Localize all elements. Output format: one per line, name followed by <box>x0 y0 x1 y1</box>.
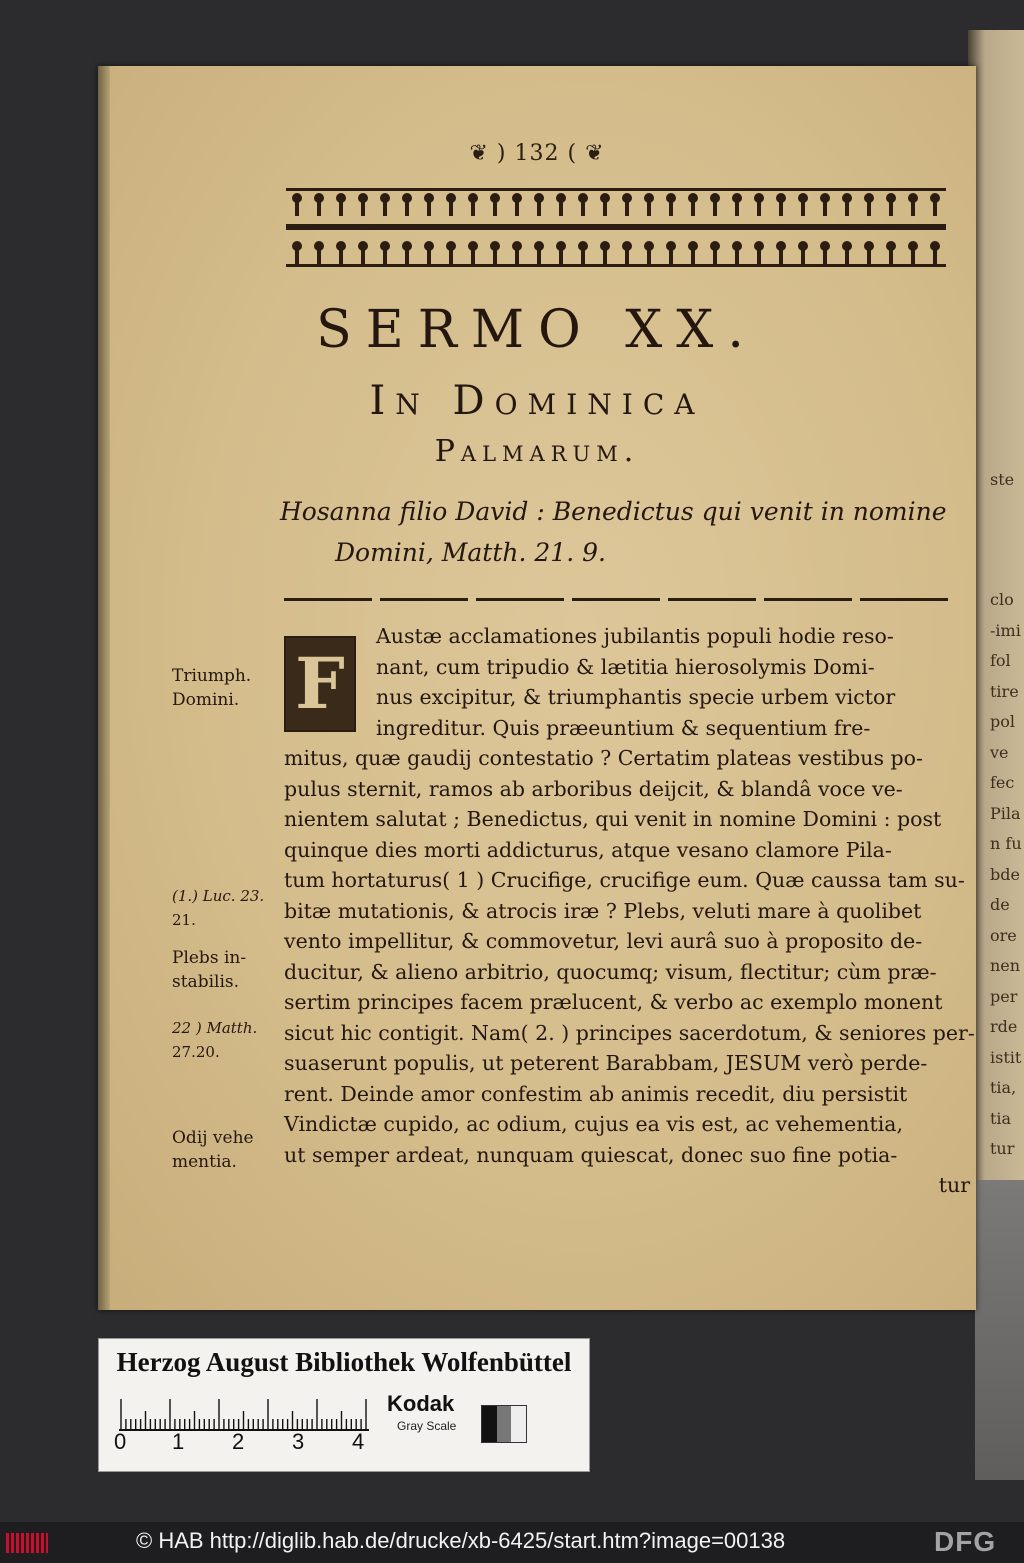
ornament-stem <box>405 250 409 264</box>
ornament-stem <box>339 250 343 264</box>
ornament-stem <box>669 250 673 264</box>
ornament-dot <box>842 241 852 251</box>
ornament-stem <box>779 250 783 264</box>
ornament-stem <box>537 250 541 264</box>
epigraph-line-1: Hosanna filio David : Benedictus qui venit in nomine <box>280 497 947 526</box>
ornament-dot <box>534 193 544 203</box>
ornament-stem <box>889 250 893 264</box>
ornament-dot <box>908 241 918 251</box>
ornament-stem <box>867 202 871 216</box>
neighbor-text-fragment: per <box>990 986 1018 1006</box>
ornament-stem <box>427 250 431 264</box>
ornament-stem <box>295 202 299 216</box>
ornament-dot <box>644 193 654 203</box>
page-number-value: 132 <box>514 141 560 166</box>
neighbor-text-fragment: -imi <box>990 620 1021 640</box>
neighbor-text-fragment: clo <box>990 590 1014 609</box>
ornament-dot <box>490 241 500 251</box>
ornament-stem <box>361 250 365 264</box>
ornament-stem <box>933 202 937 216</box>
ornament-stem <box>911 202 915 216</box>
footer-url-link[interactable]: © HAB http://diglib.hab.de/drucke/xb-6425/start.htm?image=00138 <box>136 1528 786 1553</box>
neighbor-text-fragment: bde <box>990 864 1020 884</box>
neighbor-text-fragment: de <box>990 895 1010 914</box>
body-line: sertim principes facem prælucent, & verbo ac exemplo monent <box>284 990 943 1014</box>
ornament-stem <box>845 202 849 216</box>
marginal-line: Triumph. <box>172 666 252 686</box>
ornament-stem <box>537 202 541 216</box>
ornament-dot <box>776 241 786 251</box>
ornament-stem <box>383 202 387 216</box>
marginal-line: 21. <box>172 911 196 929</box>
ornament-dot <box>490 193 500 203</box>
ornament-dot <box>600 193 610 203</box>
body-line: ut semper ardeat, nunquam quiescat, donec suo fine potia- <box>284 1142 898 1167</box>
ornament-stem <box>823 202 827 216</box>
ruler-number: 0 <box>114 1429 127 1454</box>
ruler-number: 2 <box>232 1429 245 1454</box>
ornament-dot <box>886 241 896 251</box>
ornament-stem <box>735 202 739 216</box>
neighbor-text-fragment: istit <box>990 1047 1022 1067</box>
ornament-stem <box>361 202 365 216</box>
body-line: quinque dies morti addicturus, atque vesano clamore Pila- <box>284 837 892 862</box>
ornament-dot <box>336 241 346 251</box>
ornament-dot <box>402 193 412 203</box>
body-line: vento impellitur, & commovetur, levi aurâ suo à proposito de- <box>284 929 923 953</box>
marginal-line: (1.) Luc. 23. <box>172 887 265 905</box>
neighbor-text-fragment: ve <box>990 742 1009 762</box>
page-number: ❦ ) 132 ( ❦ <box>469 141 605 166</box>
neighbor-text-fragment: pol <box>990 712 1015 731</box>
ornament-dot <box>908 193 918 203</box>
sermon-body <box>284 621 975 1201</box>
ornament-dot <box>358 241 368 251</box>
neighbor-page-shadow <box>975 1180 1024 1480</box>
ornament-dot <box>798 193 808 203</box>
ornament-dot <box>754 241 764 251</box>
ornament-stem <box>493 202 497 216</box>
marginal-line: Plebs in- <box>172 948 247 968</box>
ornament-stem <box>449 250 453 264</box>
body-line: nant, cum tripudio & lætitia hierosolymis Domi- <box>376 654 875 679</box>
ornament-stem <box>735 250 739 264</box>
ornament-stem <box>845 250 849 264</box>
ornament-dot <box>446 241 456 251</box>
ruler-number: 3 <box>292 1429 305 1454</box>
ornament-dot <box>468 193 478 203</box>
ruler-number: 4 <box>352 1429 365 1454</box>
neighbor-text-fragment: ste <box>990 470 1015 489</box>
ornament-dot <box>732 193 742 203</box>
ornament-stem <box>493 250 497 264</box>
ornament-dot <box>336 193 346 203</box>
ornament-dot <box>776 193 786 203</box>
ornament-dot <box>842 193 852 203</box>
ornament-stem <box>801 250 805 264</box>
neighbor-text-fragment: ore <box>990 925 1017 945</box>
dfg-logo: DFG <box>934 1526 997 1557</box>
ornament-dot <box>886 193 896 203</box>
body-line: sicut hic contigit. Nam( 2. ) principes sacerdotum, & seniores per- <box>284 1020 975 1045</box>
ornament-dot <box>292 241 302 251</box>
ornament-dot <box>864 241 874 251</box>
ornament-dot <box>600 241 610 251</box>
gray-scale-label: Gray Scale <box>397 1419 457 1433</box>
ornament-dot <box>556 241 566 251</box>
ornament-dot <box>710 193 720 203</box>
ornament-dot <box>710 241 720 251</box>
body-line: Austæ acclamationes jubilantis populi hodie reso- <box>376 624 894 648</box>
ornament-dot <box>358 193 368 203</box>
ornament-stem <box>757 250 761 264</box>
ornament-stem <box>691 202 695 216</box>
body-line: pulus sternit, ramos ab arboribus deijcit, & blandâ voce ve- <box>284 776 903 801</box>
ornament-stem <box>581 202 585 216</box>
neighbor-text-fragment: rde <box>990 1017 1018 1036</box>
body-line: nus excipitur, & triumphantis specie urbem victor <box>376 685 896 709</box>
ornament-stem <box>669 202 673 216</box>
ornament-stem <box>625 250 629 264</box>
neighbor-text-fragment: tia <box>990 1108 1012 1128</box>
marginal-note <box>172 1016 257 1064</box>
ornament-dot <box>512 193 522 203</box>
body-line: bitæ mutationis, & atrocis iræ ? Plebs, veluti mare à quolibet <box>284 898 922 923</box>
neighbor-text-fragment: Pila <box>990 803 1021 823</box>
kodak-logo: Kodak <box>387 1391 455 1416</box>
neighbor-text-fragment: n fu <box>990 834 1022 853</box>
body-line: Vindictæ cupido, ac odium, cujus ea vis est, ac vehementia, <box>284 1112 903 1136</box>
marginal-line: mentia. <box>172 1152 237 1172</box>
body-line: tur <box>938 1173 970 1197</box>
ornament-dot <box>820 193 830 203</box>
ornament-dot <box>820 241 830 251</box>
ruler-scale-icon <box>119 1399 369 1433</box>
neighbor-text-fragment: fec <box>990 773 1015 792</box>
ornament-stem <box>647 202 651 216</box>
ornament-stem <box>515 202 519 216</box>
ornament-dot <box>534 241 544 251</box>
ornament-stem <box>911 250 915 264</box>
ornament-stem <box>559 202 563 216</box>
neighbor-text-fragment: tur <box>990 1139 1015 1158</box>
ornament-dot <box>864 193 874 203</box>
marginal-line: Odij vehe <box>172 1128 254 1148</box>
ornament-dot <box>578 241 588 251</box>
sermon-subtitle: In Dominica <box>369 378 705 424</box>
ornament-dot <box>468 241 478 251</box>
ornament-dot <box>688 241 698 251</box>
ornament-stem <box>449 202 453 216</box>
marginal-note <box>172 946 246 994</box>
sermon-title: SERMO XX. <box>316 300 758 360</box>
ornament-stem <box>559 250 563 264</box>
body-line: nientem salutat ; Benedictus, qui venit in nomine Domini : post <box>284 807 942 831</box>
body-line: ingreditur. Quis præeuntium & sequentium fre- <box>376 715 871 740</box>
neighbor-text-fragment: nen <box>990 956 1021 975</box>
ornament-stem <box>691 250 695 264</box>
ornament-stem <box>581 250 585 264</box>
gray-scale-swatch <box>481 1405 527 1443</box>
ornament-stem <box>471 250 475 264</box>
ornament-stem <box>471 202 475 216</box>
marginal-note <box>172 664 251 712</box>
ornament-stem <box>383 250 387 264</box>
ornament-dot <box>930 241 940 251</box>
epigraph <box>280 491 960 573</box>
ornament-band-icon <box>286 184 946 272</box>
marginal-note <box>172 1126 254 1174</box>
epigraph-line-2: Domini, Matth. 21. 9. <box>335 538 606 567</box>
ornament-stem <box>647 250 651 264</box>
drop-cap-initial: F <box>284 636 356 732</box>
body-line: tum hortaturus( 1 ) Crucifige, crucifige eum. Quæ caussa tam su- <box>284 868 965 892</box>
ornament-stem <box>867 250 871 264</box>
ornament-stem <box>625 202 629 216</box>
ornament-stem <box>405 202 409 216</box>
ornament-stem <box>757 202 761 216</box>
ornament-dot <box>578 193 588 203</box>
ornament-dot <box>666 241 676 251</box>
section-rule <box>284 598 956 601</box>
marginal-line: Domini. <box>172 690 240 710</box>
ornament-dot <box>666 193 676 203</box>
body-line: rent. Deinde amor confestim ab animis recedit, diu persistit <box>284 1081 908 1106</box>
ornament-dot <box>622 241 632 251</box>
ornament-dot <box>644 241 654 251</box>
marginal-line: stabilis. <box>172 972 240 992</box>
scanned-page <box>98 66 976 1310</box>
ornament-dot <box>622 193 632 203</box>
ornament-stem <box>779 202 783 216</box>
body-line: ducitur, & alieno arbitrio, quocumq; visum, flectitur; cùm præ- <box>284 959 937 984</box>
ornament-stem <box>317 202 321 216</box>
ornament-dot <box>292 193 302 203</box>
ornament-dot <box>930 193 940 203</box>
ornament-dot <box>512 241 522 251</box>
ornament-dot <box>314 193 324 203</box>
ornament-stem <box>713 250 717 264</box>
ornament-dot <box>798 241 808 251</box>
hab-logo-icon <box>6 1533 48 1553</box>
ornament-dot <box>314 241 324 251</box>
ornament-stem <box>339 202 343 216</box>
neighbor-text-fragment: tia, <box>990 1078 1017 1097</box>
ornament-stem <box>823 250 827 264</box>
ruler-number: 1 <box>172 1429 185 1454</box>
ornament-stem <box>427 202 431 216</box>
ornament-dot <box>424 193 434 203</box>
body-line: mitus, quæ gaudij contestatio ? Certatim plateas vestibus po- <box>284 746 923 770</box>
ornament-dot <box>446 193 456 203</box>
marginal-line: 22 ) Matth. <box>172 1019 258 1037</box>
ornament-stem <box>713 202 717 216</box>
footer-bar <box>0 1522 1024 1563</box>
ornament-stem <box>889 202 893 216</box>
neighbor-text-fragment: fol <box>990 651 1011 670</box>
marginal-line: 27.20. <box>172 1043 220 1061</box>
neighbor-page-strip <box>968 30 1024 1180</box>
body-line: suaserunt populis, ut peterent Barabbam, JESUM verò perde- <box>284 1051 928 1075</box>
page-edge <box>98 66 110 1310</box>
ornament-stem <box>933 250 937 264</box>
ornament-stem <box>515 250 519 264</box>
ornament-stem <box>801 202 805 216</box>
ornament-stem <box>295 250 299 264</box>
ornament-dot <box>380 193 390 203</box>
ornament-dot <box>688 193 698 203</box>
marginal-note <box>172 884 264 932</box>
neighbor-text-fragment: tire <box>990 681 1019 701</box>
ornament-dot <box>556 193 566 203</box>
ornament-dot <box>402 241 412 251</box>
ornament-dot <box>424 241 434 251</box>
library-label-card <box>98 1338 590 1472</box>
library-name: Herzog August Bibliothek Wolfenbüttel <box>116 1347 572 1377</box>
ornament-stem <box>603 250 607 264</box>
ornament-stem <box>317 250 321 264</box>
ornament-dot <box>732 241 742 251</box>
sermon-subtitle-2: Palmarum. <box>434 434 640 469</box>
ornament-dot <box>754 193 764 203</box>
ornament-stem <box>603 202 607 216</box>
ornament-dot <box>380 241 390 251</box>
